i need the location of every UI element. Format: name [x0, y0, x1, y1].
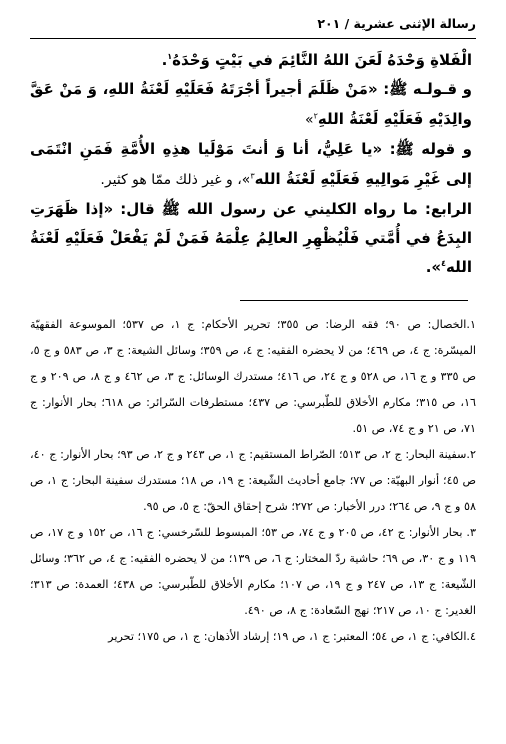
footnotes [30, 312, 476, 650]
footnote-4: ٤.الكافي: ج ١، ص ٥٤؛ المعتبر: ج ١، ص ١٩؛ إرشاد الأذهان: ج ١، ص ١٧٥؛ تحرير [108, 630, 476, 643]
running-title: رسالة الإثنى عشرية / ٢٠١ [317, 16, 476, 31]
footnote-ref-3: ٣ [250, 171, 255, 181]
footnote-2: ٢.سفينة البحار: ج ٢، ص ٥١٣؛ الصّراط المستقيم: ج ١، ص ٢٤٣ و ج ٢، ص ٩٣؛ بحار الأنوار: ج ٤٠، ص ٤٥؛ أنوار البهيّة: ص ٧٧؛ جامع أحاديث الشّيعة: ج ١٩، ص ١٨؛ مستدرك سفينة البحار: ج ١، ص ٥٨ و ج ٩، ص ٢٦٤؛ درر الأخبار: ص ٢٧٢؛ شرح إحقاق الحقّ: ج ٥، ص ٩٥. [30, 448, 476, 513]
footnote-ref-1: ١ [167, 52, 173, 61]
running-header [30, 16, 476, 38]
text-line-1: الْفَلاةِ وَحْدَهُ لَعَنَ اللهُ النَّائِمَ في بَيْتٍ وَحْدَهُ$^١$. [161, 51, 472, 69]
footnote-1: ١.الخصال: ص ٩٠؛ فقه الرضا: ص ٣٥٥؛ تحرير الأحكام: ج ١، ص ٥٣٧؛ الموسوعة الفقهيّة الميسّرة: ج ٤، ص ٤٦٩؛ من لا يحضره الفقيه: ج ٤، ص ٣٥٩؛ وسائل الشيعة: ج ٣، ص ٥٨٣ و ج ٥، ص ٣٣٥ و ج ١٦، ص ٥٢٨ و ج ٢٤، ص ٤١٦؛ مستدرك الوسائل: ج ٣، ص ٤٦٢ و ج ٨، ص ٢٠٩ و ج ١٦، ص ٣١٥؛ مكارم الأخلاق للطّبرسي: ص ٤٣٧؛ مستطرفات السّرائر: ص ٦١٨؛ بحار الأنوار: ج ٧١، ص ٢١ و ج ٧٤، ص ٥١. [30, 318, 477, 435]
main-text [30, 46, 472, 282]
text-paragraph-3: و قوله ﷺ: «يا عَلِيُّ، أنا وَ أنتَ مَوْلَيا هذِهِ الأُمَّةِ فَمَنِ انْتَمَى إلى غَيْرِ مَوالِيهِ فَعَلَيْهِ لَعْنَةُ الله$^٣$»، و غير ذلك ممّا هو كثير. [30, 140, 472, 188]
footnote-ref-2: ٢ [313, 111, 318, 121]
footnote-3: ٣. بحار الأنوار: ج ٤٢، ص ٢٠٥ و ج ٧٤، ص ٥٣؛ المبسوط للسّرخسي: ج ١٦، ص ١٥٢ و ج ١٧، ص ١١٩ و ج ٣٠، ص ٦٩؛ حاشية ردّ المختار: ج ٦، ص ١٣٩؛ من لا يحضره الفقيه: ج ٤، ص ٣٦٢؛ وسائل الشّيعة: ج ١٣، ص ٢٤٧ و ج ١٩، ص ١٠٧؛ مكارم الأخلاق للطّبرسي: ص ٤٣٨؛ العمدة: ص ٣١٣؛ الغدير: ج ١٠، ص ٢١٧؛ نهج السّعادة: ج ٨، ص ٤٩٠. [30, 526, 477, 617]
header-divider [30, 38, 476, 39]
text-paragraph-4: الرابع: ما رواه الكليني عن رسول الله ﷺ قال: «إذا ظَهَرَتِ البِدَعُ في أُمَّتي فَلْيُظْهِرِ العالِمُ عِلْمَهُ فَمَنْ لَمْ يَفْعَلْ فَعَلَيْهِ لَعْنَةُ الله$^٤$». [30, 200, 472, 276]
footnote-divider [240, 300, 468, 301]
footnote-ref-4: ٤ [441, 259, 446, 268]
text-paragraph-2: و قـولـه ﷺ: «مَنْ ظَلَمَ أجيراً أجْرَتَهُ فَعَلَيْهِ لَعْنَةُ اللهِ، وَ مَنْ عَقَّ والِدَيْهِ فَعَلَيْهِ لَعْنَةُ اللهِ$^٢$» [30, 80, 472, 128]
